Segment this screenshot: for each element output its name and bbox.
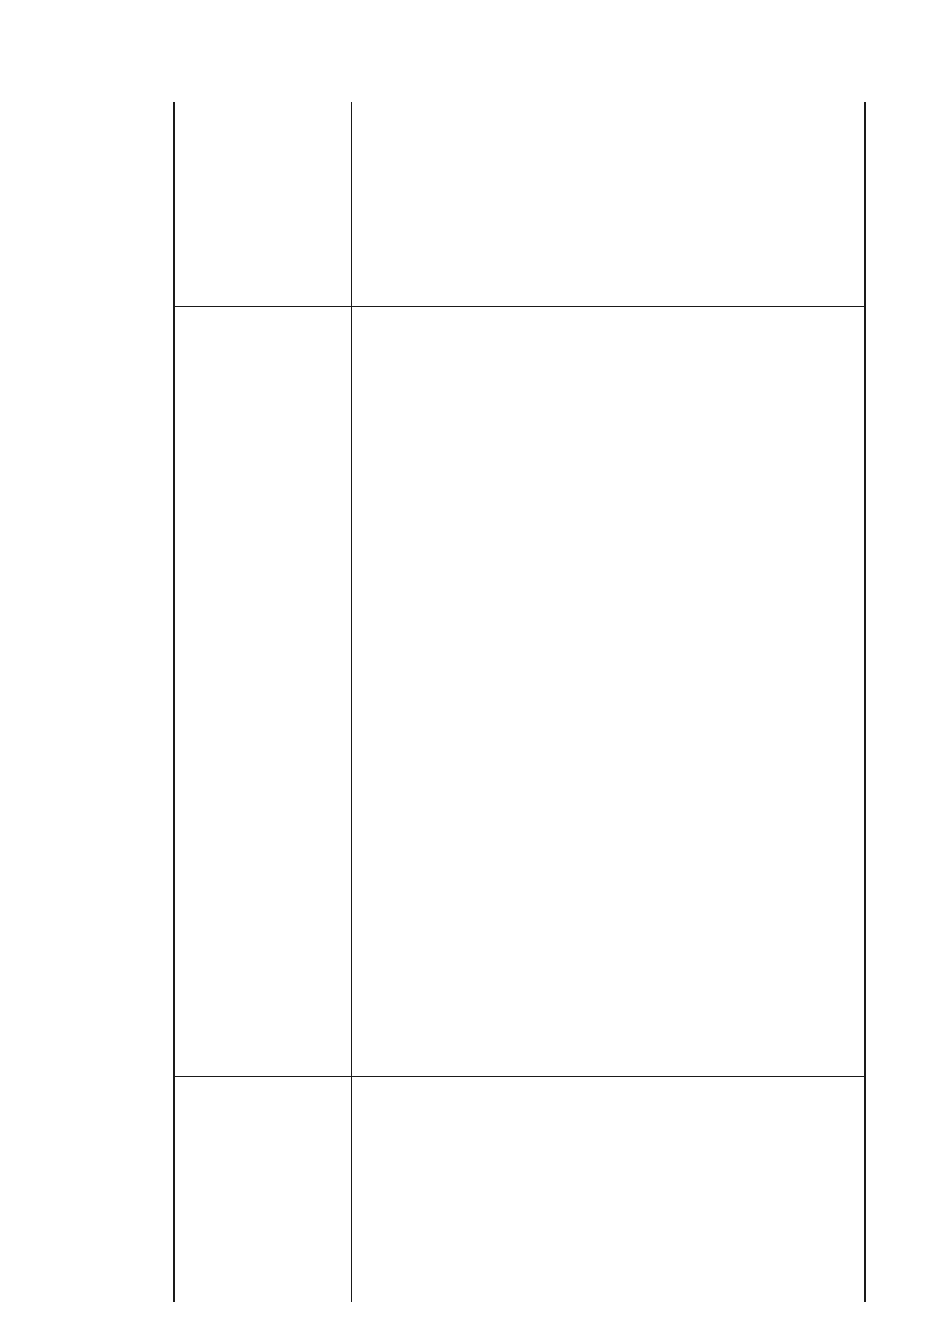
stub-divider bbox=[174, 1076, 864, 1077]
header-rule bbox=[351, 102, 352, 1302]
top-rule bbox=[173, 102, 175, 1302]
type-divider bbox=[174, 306, 864, 307]
rotated-table-page bbox=[88, 102, 868, 1302]
bottom-rule bbox=[864, 102, 866, 1302]
